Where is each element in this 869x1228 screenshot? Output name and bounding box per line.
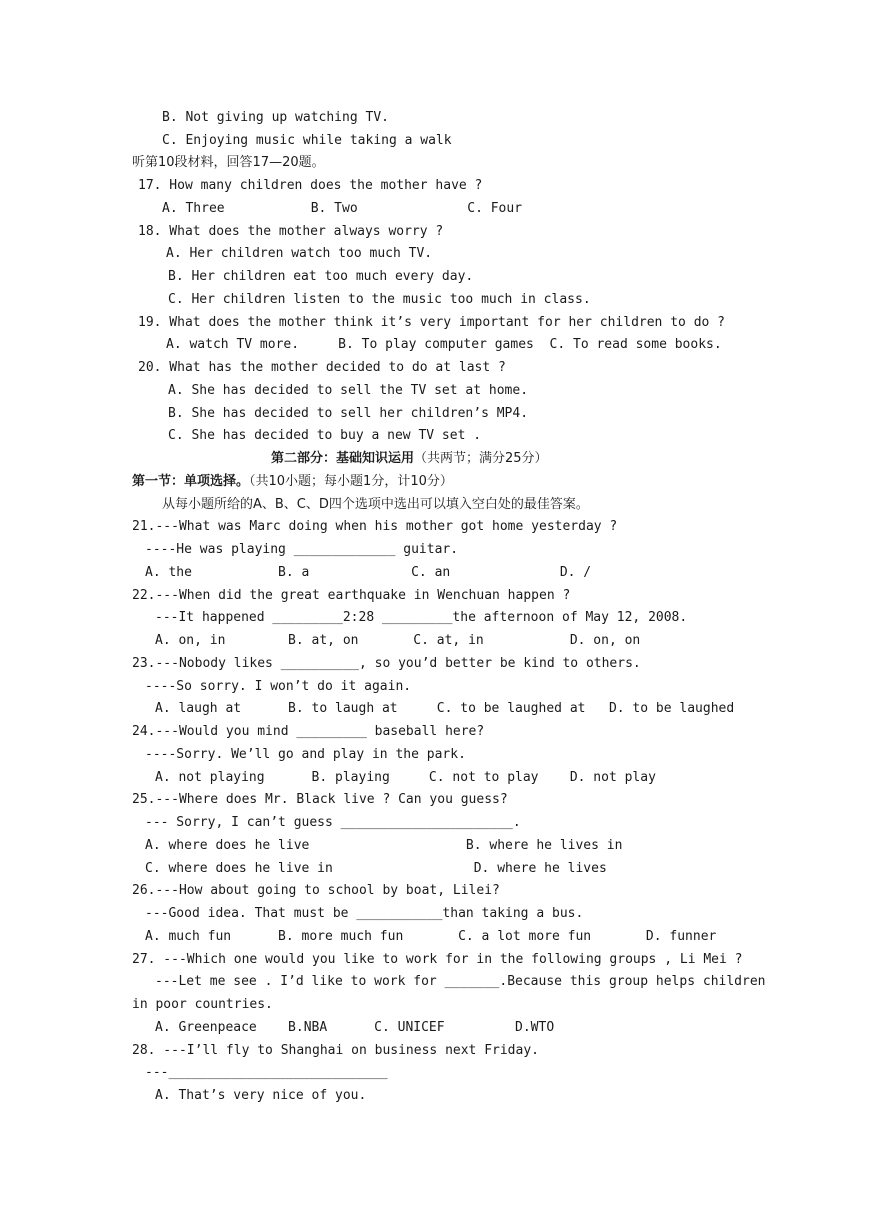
q18-option-a: A. Her children watch too much TV. bbox=[166, 246, 433, 261]
question-21: 21.---What was Marc doing when his mother got home yesterday ? bbox=[132, 519, 618, 534]
section-one-score: （共10小题；每小题1分，计10分） bbox=[249, 474, 453, 489]
section-instruction: 听第10段材料，回答17—20题。 bbox=[132, 155, 325, 170]
q20-option-a: A. She has decided to sell the TV set at home. bbox=[168, 383, 529, 398]
section-one-heading bbox=[132, 474, 453, 490]
question-18: 18. What does the mother always worry ? bbox=[138, 224, 444, 239]
part-two-heading bbox=[271, 451, 548, 467]
question-28: 28. ---I’ll fly to Shanghai on business next Friday. bbox=[132, 1043, 539, 1058]
q18-option-c: C. Her children listen to the music too much in class. bbox=[168, 292, 591, 307]
q25-response: --- Sorry, I can’t guess ______________________. bbox=[145, 815, 521, 830]
q27-response: ---Let me see . I’d like to work for _______.Because this group helps children bbox=[155, 974, 766, 989]
q26-options: A. much fun B. more much fun C. a lot more fun D. funner bbox=[145, 929, 717, 944]
q23-options: A. laugh at B. to laugh at C. to be laughed at D. to be laughed bbox=[155, 701, 735, 716]
q23-response: ----So sorry. I won’t do it again. bbox=[145, 679, 412, 694]
question-25: 25.---Where does Mr. Black live ? Can you guess? bbox=[132, 792, 508, 807]
question-20: 20. What has the mother decided to do at last ? bbox=[138, 360, 506, 375]
q18-option-b: B. Her children eat too much every day. bbox=[168, 269, 474, 284]
part-two-title: 第二部分：基础知识运用 bbox=[271, 451, 415, 466]
question-26: 26.---How about going to school by boat, Lilei? bbox=[132, 883, 500, 898]
question-24: 24.---Would you mind _________ baseball here? bbox=[132, 724, 485, 739]
q27-options: A. Greenpeace B.NBA C. UNICEF D.WTO bbox=[155, 1020, 555, 1035]
q22-response: ---It happened _________2:28 _________the afternoon of May 12, 2008. bbox=[155, 610, 688, 625]
q25-options-ab: A. where does he live B. where he lives in bbox=[145, 838, 623, 853]
q16-option-b: B. Not giving up watching TV. bbox=[162, 110, 389, 125]
q22-options: A. on, in B. at, on C. at, in D. on, on bbox=[155, 633, 641, 648]
q20-option-c: C. She has decided to buy a new TV set . bbox=[168, 428, 482, 443]
q17-options: A. Three B. Two C. Four bbox=[162, 201, 523, 216]
question-22: 22.---When did the great earthquake in Wenchuan happen ? bbox=[132, 588, 571, 603]
question-27: 27. ---Which one would you like to work for in the following groups , Li Mei ? bbox=[132, 952, 743, 967]
q24-response: ----Sorry. We’ll go and play in the park. bbox=[145, 747, 466, 762]
q24-options: A. not playing B. playing C. not to play D. not play bbox=[155, 770, 656, 785]
q27-response-cont: in poor countries. bbox=[132, 997, 273, 1012]
part-two-score: （共两节；满分25分） bbox=[414, 451, 548, 466]
q26-response: ---Good idea. That must be ___________than taking a bus. bbox=[145, 906, 584, 921]
question-17: 17. How many children does the mother have ? bbox=[138, 178, 483, 193]
q25-options-cd: C. where does he live in D. where he lives bbox=[145, 861, 607, 876]
q21-options: A. the B. a C. an D. / bbox=[145, 565, 592, 580]
q16-option-c: C. Enjoying music while taking a walk bbox=[162, 133, 452, 148]
question-19: 19. What does the mother think it’s very important for her children to do ? bbox=[138, 315, 725, 330]
section-one-title: 第一节：单项选择。 bbox=[132, 474, 250, 489]
q28-option-a: A. That’s very nice of you. bbox=[155, 1088, 367, 1103]
q19-options: A. watch TV more. B. To play computer games C. To read some books. bbox=[166, 337, 722, 352]
q20-option-b: B. She has decided to sell her children’s MP4. bbox=[168, 406, 529, 421]
section-one-instruction: 从每小题所给的A、B、C、D四个选项中选出可以填入空白处的最佳答案。 bbox=[162, 497, 589, 512]
q21-response: ----He was playing _____________ guitar. bbox=[145, 542, 459, 557]
q28-response: ---____________________________ bbox=[145, 1065, 388, 1080]
question-23: 23.---Nobody likes __________, so you’d better be kind to others. bbox=[132, 656, 641, 671]
